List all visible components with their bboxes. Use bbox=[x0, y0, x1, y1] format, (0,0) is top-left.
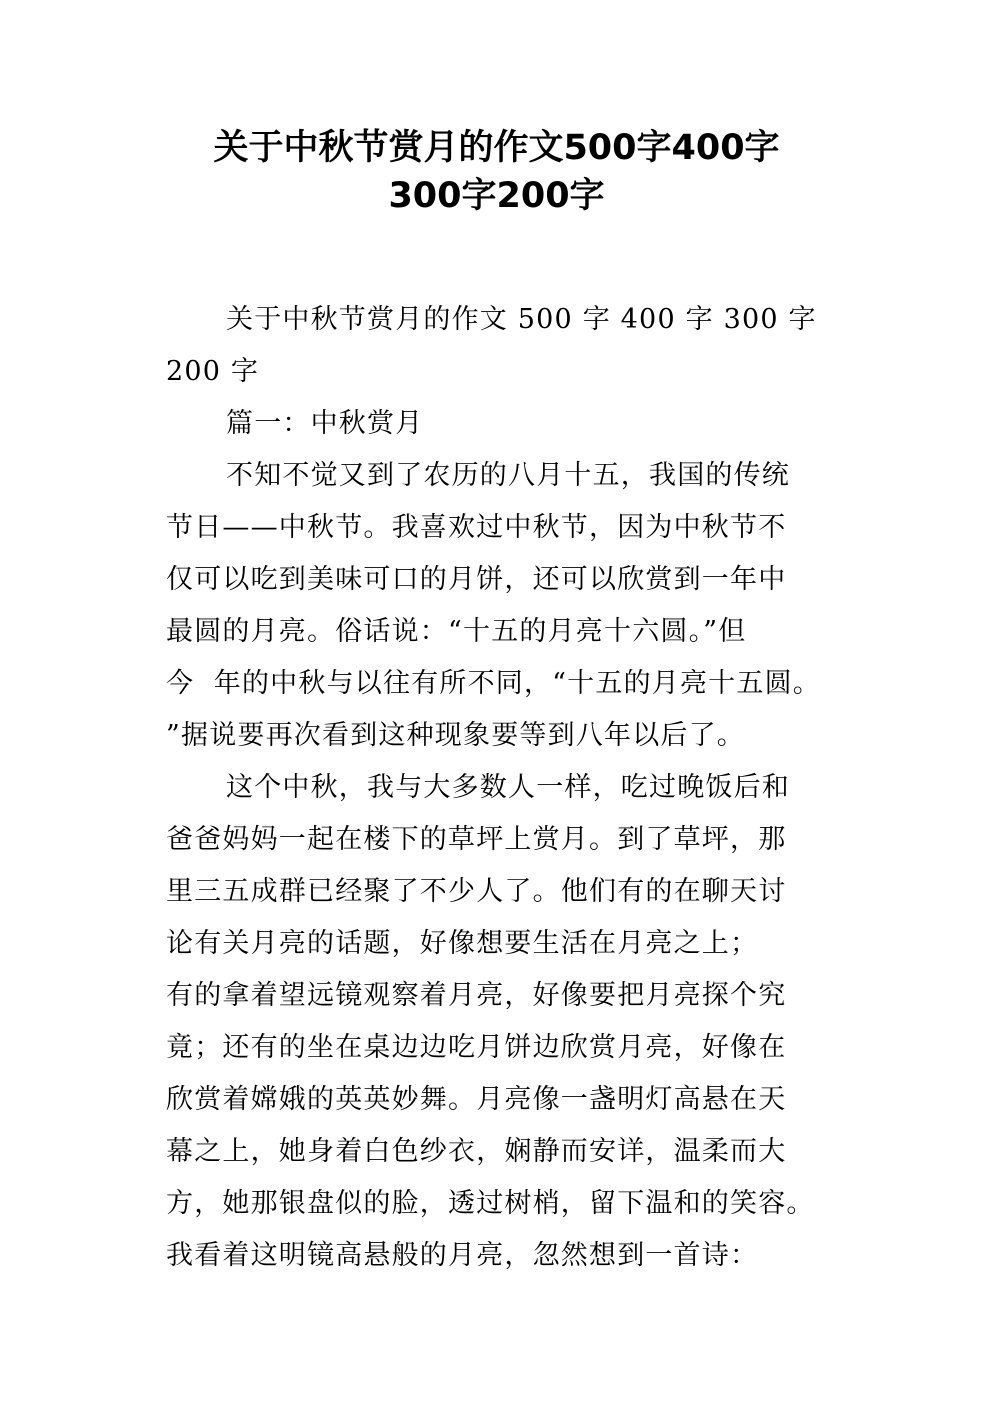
body-text-line: ”据说要再次看到这种现象要等到八年以后了。 bbox=[166, 720, 746, 751]
document-title-line-2: 300字200字 bbox=[388, 176, 605, 216]
body-text-line: 里三五成群已经聚了不少人了。他们有的在聊天讨 bbox=[166, 876, 787, 907]
body-text-line: 有的拿着望远镜观察着月亮，好像要把月亮探个究 bbox=[166, 980, 787, 1011]
body-text-line: 不知不觉又到了农历的八月十五，我国的传统 bbox=[226, 460, 790, 491]
body-text-line: 200 字 bbox=[166, 356, 260, 387]
body-text-line: 我看着这明镜高悬般的月亮，忽然想到一首诗： bbox=[166, 1240, 759, 1271]
body-text-line: 仅可以吃到美味可口的月饼，还可以欣赏到一年中 bbox=[166, 564, 787, 595]
body-text-line: 论有关月亮的话题，好像想要生活在月亮之上； bbox=[166, 928, 759, 959]
body-text-line: 竟；还有的坐在桌边边吃月饼边欣赏月亮，好像在 bbox=[166, 1032, 787, 1063]
body-text-line: 关于中秋节赏月的作文 500 字 400 字 300 字 bbox=[226, 304, 817, 335]
body-text-line: 今 年的中秋与以往有所不同，“十五的月亮十五圆。 bbox=[166, 668, 821, 699]
body-text-line: 幕之上，她身着白色纱衣，娴静而安详，温柔而大 bbox=[166, 1136, 787, 1167]
body-text-line: 最圆的月亮。俗话说：“十五的月亮十六圆。”但 bbox=[166, 616, 747, 647]
body-text-line: 爸爸妈妈一起在楼下的草坪上赏月。到了草坪，那 bbox=[166, 824, 787, 855]
document-title-line-1: 关于中秋节赏月的作文500字400字 bbox=[213, 128, 780, 168]
body-text-line: 篇一：中秋赏月 bbox=[226, 408, 424, 439]
body-text-line: 这个中秋，我与大多数人一样，吃过晚饭后和 bbox=[226, 772, 790, 803]
body-text-line: 方，她那银盘似的脸，透过树梢，留下温和的笑容。 bbox=[166, 1188, 815, 1219]
body-text-line: 欣赏着嫦娥的英英妙舞。月亮像一盏明灯高悬在天 bbox=[166, 1084, 787, 1115]
body-text-line: 节日——中秋节。我喜欢过中秋节，因为中秋节不 bbox=[166, 512, 787, 543]
